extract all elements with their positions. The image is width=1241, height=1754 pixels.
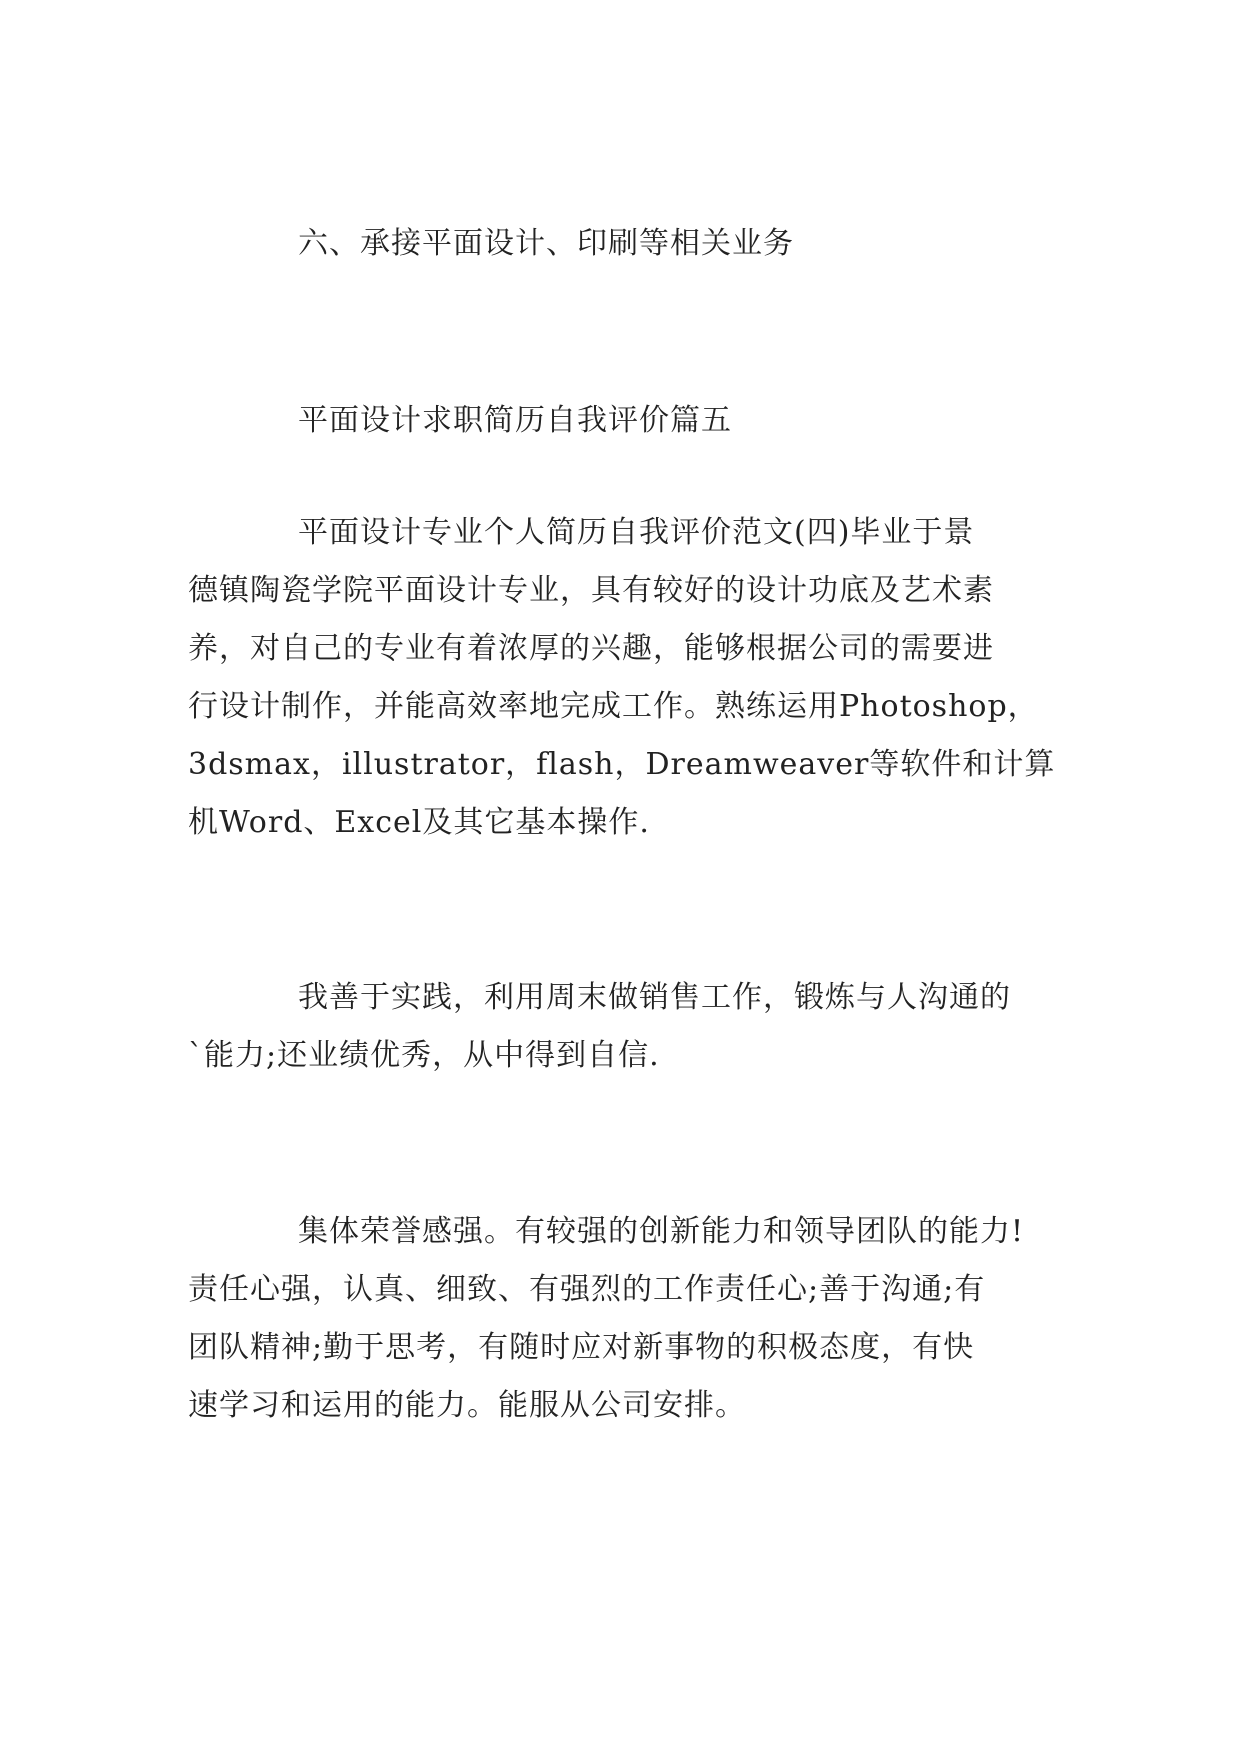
- paragraph-3-line-4: 速学习和运用的能力。能服从公司安排。: [188, 1388, 746, 1423]
- paragraph-2-line-1: 我善于实践，利用周末做销售工作，锻炼与人沟通的: [298, 980, 1011, 1015]
- section-item-six: 六、承接平面设计、印刷等相关业务: [298, 226, 794, 261]
- paragraph-1-line-4: 行设计制作，并能高效率地完成工作。熟练运用Photoshop，: [188, 689, 1039, 724]
- section-heading: 平面设计求职简历自我评价篇五: [298, 403, 732, 438]
- paragraph-1-line-5: 3dsmax，illustrator，flash，Dreamweaver等软件和计算: [188, 747, 1056, 782]
- paragraph-1-line-1: 平面设计专业个人简历自我评价范文(四)毕业于景: [298, 515, 975, 550]
- paragraph-2-line-2: `能力;还业绩优秀，从中得到自信.: [188, 1038, 660, 1073]
- paragraph-1-line-3: 养，对自己的专业有着浓厚的兴趣，能够根据公司的需要进: [188, 631, 994, 666]
- paragraph-1-line-6: 机Word、Excel及其它基本操作.: [188, 805, 650, 840]
- paragraph-3-line-3: 团队精神;勤于思考，有随时应对新事物的积极态度，有快: [188, 1330, 975, 1365]
- paragraph-1-line-2: 德镇陶瓷学院平面设计专业，具有较好的设计功底及艺术素: [188, 573, 994, 608]
- paragraph-3-line-1: 集体荣誉感强。有较强的创新能力和领导团队的能力!: [298, 1214, 1025, 1249]
- paragraph-3-line-2: 责任心强，认真、细致、有强烈的工作责任心;善于沟通;有: [188, 1272, 986, 1307]
